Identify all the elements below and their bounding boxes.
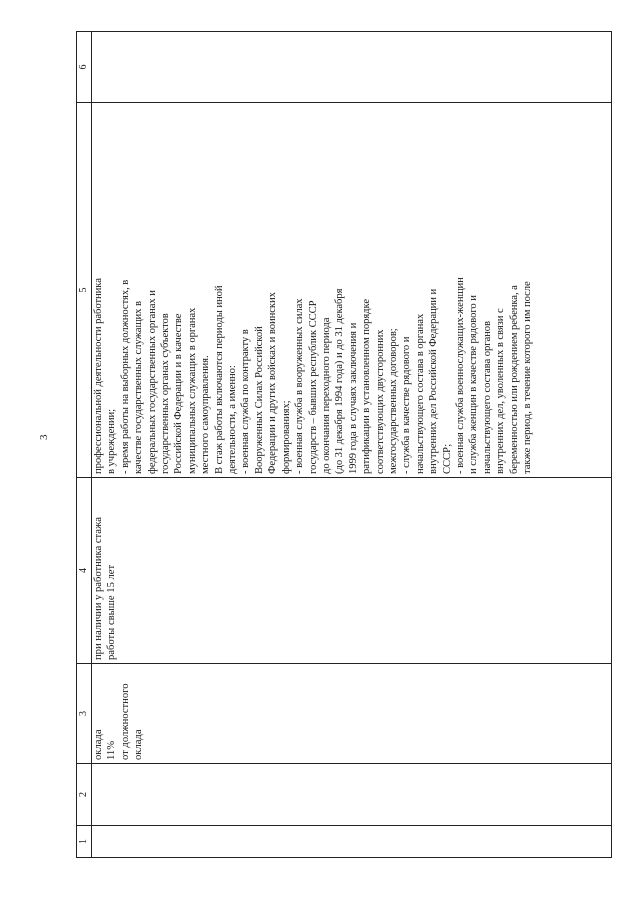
header-cell-2: 2 xyxy=(77,764,92,826)
col5-text-line: В стаж работы включаются периоды иной xyxy=(213,285,225,474)
table-row xyxy=(92,32,612,858)
header-cell-6: 6 xyxy=(77,32,92,103)
col5-text-line: профессиональной деятельности работника xyxy=(93,278,104,474)
cell-col3 xyxy=(92,664,612,764)
col5-text-line: также период, в течение которого им после xyxy=(522,281,533,474)
cell-col2 xyxy=(92,764,612,826)
col5-text-line: и служба женщин в качестве рядового и xyxy=(468,295,480,474)
col5-text-line: Российской Федерации и в качестве xyxy=(173,313,185,474)
col4-text-line: работы свыше 15 лет xyxy=(106,564,118,660)
col5-text-line: - военная служба военнослужащих-женщин xyxy=(454,277,466,474)
col5-text-line: - военная служба в вооруженных силах xyxy=(294,298,306,474)
header-cell-5: 5 xyxy=(77,103,92,478)
col5-text-line: СССР; xyxy=(441,443,453,474)
col5-text-line: деятельности, а именно: xyxy=(227,365,239,474)
cell-col4 xyxy=(92,478,612,664)
table-header-row xyxy=(77,32,92,858)
document-table xyxy=(76,31,612,858)
col5-text-line: федеральных государственных органах и xyxy=(146,290,158,474)
col5-text-line: Вооруженных Силах Российской xyxy=(253,326,265,474)
cell-col1 xyxy=(92,826,612,858)
col4-text-line: при наличии у работника стажа xyxy=(93,516,104,660)
header-cell-1: 1 xyxy=(77,826,92,858)
page-number: 3 xyxy=(38,434,50,440)
col5-text-line: начальствующего состава в органах xyxy=(414,313,426,474)
col5-text-line: соответствующих двусторонних xyxy=(374,329,386,474)
col5-text-line: муниципальных служащих в органах xyxy=(186,307,198,474)
col5-text-line: беременностью или рождением ребенка, а xyxy=(508,285,520,474)
col5-text-line: - время работы на выборных должностях, в xyxy=(119,279,131,474)
col5-text-line: - служба в качестве рядового и xyxy=(401,336,413,474)
col5-text-line: внутренних дел, уволенных в связи с xyxy=(495,308,507,474)
col3-text-line: 11% xyxy=(106,740,118,760)
col5-text-line: (до 31 декабря 1994 года) и до 31 декабря xyxy=(334,288,346,474)
col3-text-line: от должностного xyxy=(119,683,131,760)
header-cell-4: 4 xyxy=(77,478,92,664)
col3-text-line: оклада xyxy=(93,729,104,760)
col5-text-line: межгосударственных договоров; xyxy=(387,328,399,474)
col5-text-line: начальствующего состава органов xyxy=(481,321,493,474)
col5-text-line: ратификации в установленном порядке xyxy=(361,299,373,474)
rotated-table-wrapper xyxy=(76,32,612,858)
col5-text-line: Федерации и других войсках и воинских xyxy=(267,292,279,474)
cell-col6 xyxy=(92,32,612,103)
col5-text-line: - военная служба по контракту в xyxy=(240,329,252,474)
header-cell-3: 3 xyxy=(77,664,92,764)
col5-text-line: до окончания переходного периода xyxy=(320,317,332,474)
col5-text-line: 1999 года в случаях заключения и xyxy=(347,322,359,474)
col3-text-line: оклада xyxy=(133,729,145,760)
col5-text-line: качестве государственных служащих в xyxy=(133,301,145,474)
col5-text-line: в учреждении; xyxy=(106,409,118,474)
cell-col5 xyxy=(92,103,612,478)
col5-text-line: местного самоуправления. xyxy=(200,355,212,474)
col5-text-line: государственных органах субъектов xyxy=(160,313,172,474)
col5-text-line: государств – бывших республик СССР xyxy=(307,300,319,474)
col5-text-line: внутренних дел Российской Федерации и xyxy=(428,288,440,474)
col5-text-line: формированиях; xyxy=(280,400,292,474)
